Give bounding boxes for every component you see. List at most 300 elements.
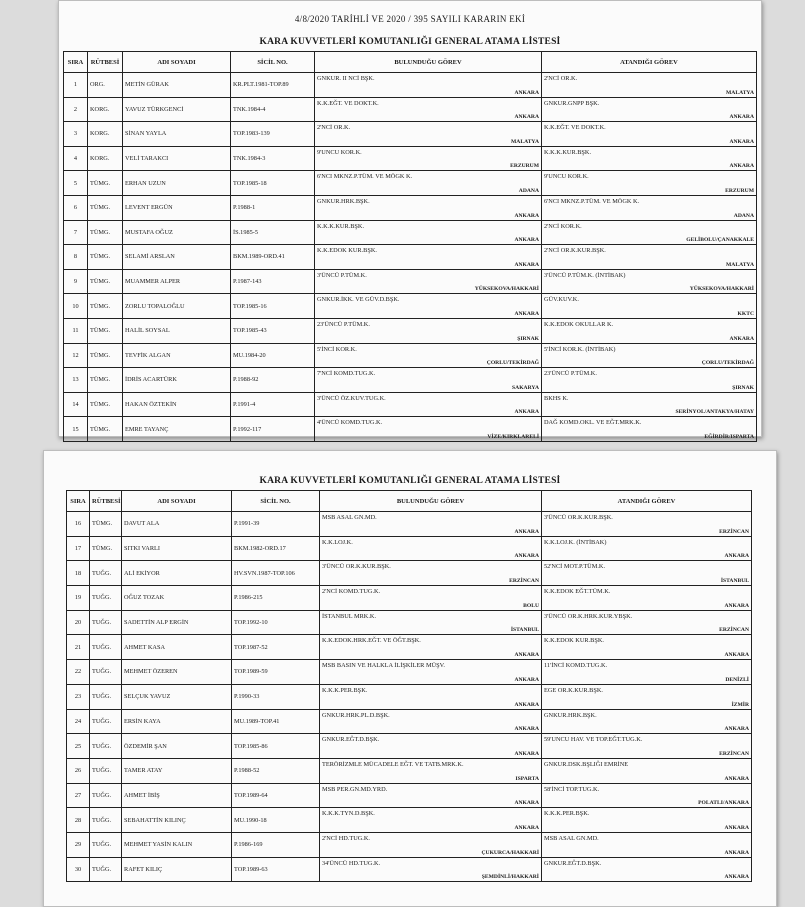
cell-sira: 24 [67, 709, 90, 734]
table-row [67, 808, 752, 833]
new-duty-location: ANKARA [729, 335, 754, 342]
cell-atandigi-gorev [542, 808, 752, 833]
current-duty: 3'ÜNCÜ P.TÜM.K. [317, 271, 367, 279]
table-row [67, 586, 752, 611]
cell-rutbe: TUĞG. [90, 758, 122, 783]
cell-rutbe: KORG. [88, 97, 123, 122]
cell-atandigi-gorev [542, 586, 752, 611]
new-duty-location: ANKARA [724, 849, 749, 856]
cell-rutbe: TÜMG. [88, 269, 123, 294]
new-duty: K.K.K.KUR.BŞK. [544, 148, 592, 156]
cell-sicil: BKM.1989-ORD.41 [231, 245, 315, 270]
new-duty-location: ANKARA [724, 775, 749, 782]
cell-bulundugu-gorev [315, 245, 542, 270]
cell-atandigi-gorev [542, 392, 757, 417]
current-duty: 7'NCİ KOMD.TUG.K. [317, 370, 376, 378]
cell-adi-soyadi: AHMET İBİŞ [122, 783, 232, 808]
assignment-table [63, 51, 757, 442]
cell-atandigi-gorev [542, 783, 752, 808]
new-duty-location: ANKARA [729, 114, 754, 121]
cell-atandigi-gorev [542, 832, 752, 857]
cell-atandigi-gorev [542, 709, 752, 734]
new-duty-location: ANKARA [724, 874, 749, 881]
col-header-sira: SIRA [64, 52, 88, 73]
current-duty: 5'İNCİ KOR.K. [317, 345, 357, 353]
list-title: KARA KUVVETLERİ KOMUTANLIĞI GENERAL ATAMA LİSTESİ [259, 37, 561, 47]
cell-adi-soyadi: ZORLU TOPALOĞLU [123, 294, 231, 319]
cell-bulundugu-gorev [315, 73, 542, 98]
list-title: KARA KUVVETLERİ KOMUTANLIĞI GENERAL ATAMA LİSTESİ [259, 476, 561, 486]
cell-rutbe: TÜMG. [88, 417, 123, 442]
table-row [64, 195, 757, 220]
cell-atandigi-gorev [542, 343, 757, 368]
cell-sicil: P.1992-117 [231, 417, 315, 442]
cell-atandigi-gorev [542, 684, 752, 709]
new-duty: GNKUR.HRK.BŞK. [544, 711, 597, 719]
current-duty: 2'NCİ KOMD.TUG.K. [322, 588, 381, 596]
table-row [64, 368, 757, 393]
current-duty-location: ANKARA [514, 409, 539, 416]
cell-bulundugu-gorev [320, 660, 542, 685]
cell-atandigi-gorev [542, 635, 752, 660]
current-duty: 2'NCİ OR.K. [317, 124, 351, 132]
cell-bulundugu-gorev [320, 610, 542, 635]
cell-sira: 18 [67, 561, 90, 586]
current-duty: 34'ÜNCÜ HD.TUG.K. [322, 859, 381, 867]
cell-adi-soyadi: SADETTİN ALP ERGİN [122, 610, 232, 635]
cell-sicil: TOP.1985-86 [232, 734, 320, 759]
table-row [67, 684, 752, 709]
new-duty: K.K.EDOK KUR.BŞK. [544, 637, 604, 645]
cell-atandigi-gorev [542, 294, 757, 319]
current-duty-location: ANKARA [514, 676, 539, 683]
new-duty: 11'İNCİ KOMD.TUG.K. [544, 662, 608, 670]
new-duty: 9'UNCU KOR.K. [544, 173, 589, 181]
cell-sira: 9 [64, 269, 88, 294]
new-duty-location: ERZİNCAN [719, 627, 749, 634]
cell-sicil: TNK.1984-4 [231, 97, 315, 122]
current-duty: GNKUR.HRK.PL.D.BŞK. [322, 711, 390, 719]
table-row [67, 536, 752, 561]
cell-rutbe: ORG. [88, 73, 123, 98]
table-row [67, 783, 752, 808]
new-duty: GNKUR.EĞT.D.BŞK. [544, 859, 602, 867]
current-duty: MSB BASIN VE HALKLA İLİŞKİLER MÜŞV. [322, 662, 445, 670]
current-duty: K.K.LOJ.K. [322, 538, 353, 546]
table-row [67, 832, 752, 857]
cell-bulundugu-gorev [315, 368, 542, 393]
new-duty-location: ADANA [733, 212, 754, 219]
cell-rutbe: TUĞG. [90, 561, 122, 586]
new-duty: MSB ASAL GN.MD. [544, 834, 599, 842]
document-page-1 [58, 0, 762, 440]
col-header-atandigi-gorev: ATANDIĞI GÖREV [542, 52, 757, 73]
cell-bulundugu-gorev [320, 857, 542, 882]
document-header: 4/8/2020 TARİHLİ VE 2020 / 395 SAYILI KARARIN EKİ [294, 14, 526, 24]
col-header-bulundugu-gorev: BULUNDUĞU GÖREV [315, 52, 542, 73]
current-duty: 6'NCI MKNZ.P.TÜM. VE MÖGK K. [317, 173, 413, 181]
new-duty-location: POLATLI/ANKARA [698, 800, 749, 807]
cell-sicil: P.1990-33 [232, 684, 320, 709]
new-duty: 3'ÜNCÜ P.TÜM.K. (İNTİBAK) [544, 271, 626, 279]
cell-sicil: P.1988-1 [231, 195, 315, 220]
cell-atandigi-gorev [542, 318, 757, 343]
cell-atandigi-gorev [542, 146, 757, 171]
new-duty-location: ERZURUM [725, 187, 754, 194]
current-duty: GNKUR.İKK. VE GÜV.D.BŞK. [317, 296, 400, 304]
current-duty: MSB PER.GN.MD.YRD. [322, 785, 388, 793]
cell-rutbe: TUĞG. [90, 709, 122, 734]
new-duty-location: GELİBOLU/ÇANAKKALE [686, 237, 754, 244]
cell-atandigi-gorev [542, 610, 752, 635]
table-row [67, 561, 752, 586]
cell-adi-soyadi: DAVUT ALA [122, 512, 232, 537]
col-header-rutbe: RÜTBESİ [88, 52, 123, 73]
current-duty-location: ANKARA [514, 726, 539, 733]
cell-bulundugu-gorev [320, 758, 542, 783]
table-row [67, 857, 752, 882]
cell-sira: 23 [67, 684, 90, 709]
current-duty-location: ANKARA [514, 701, 539, 708]
cell-sicil: MU.1984-20 [231, 343, 315, 368]
table-row [67, 635, 752, 660]
cell-sira: 20 [67, 610, 90, 635]
cell-sira: 16 [67, 512, 90, 537]
cell-bulundugu-gorev [315, 269, 542, 294]
cell-sira: 28 [67, 808, 90, 833]
current-duty-location: ADANA [518, 187, 539, 194]
new-duty: GÜV.KUV.K. [544, 296, 579, 304]
new-duty: EGE OR.K.KUR.BŞK. [544, 686, 603, 694]
cell-rutbe: TÜMG. [88, 220, 123, 245]
cell-sicil: TOP.1992-10 [232, 610, 320, 635]
new-duty: GNKUR.GNPP BŞK. [544, 99, 600, 107]
cell-adi-soyadi: OĞUZ TOZAK [122, 586, 232, 611]
new-duty: 52'NCİ MOT.P.TÜM.K. [544, 563, 606, 571]
col-header-rutbe: RÜTBESİ [90, 491, 122, 512]
cell-adi-soyadi: TEVFİK ALGAN [123, 343, 231, 368]
new-duty: 6'NCI MKNZ.P.TÜM. VE MÖGK K. [544, 197, 640, 205]
cell-sira: 30 [67, 857, 90, 882]
cell-rutbe: TUĞG. [90, 857, 122, 882]
cell-sira: 6 [64, 195, 88, 220]
current-duty: MSB ASAL GN.MD. [322, 514, 377, 521]
cell-rutbe: TÜMG. [88, 368, 123, 393]
cell-sicil: TOP.1987-52 [232, 635, 320, 660]
cell-bulundugu-gorev [315, 122, 542, 147]
new-duty-location: EĞİRDİR/ISPARTA [704, 433, 754, 440]
cell-adi-soyadi: MUSTAFA OĞUZ [123, 220, 231, 245]
cell-sicil: P.1988-52 [232, 758, 320, 783]
current-duty-location: ANKARA [514, 800, 539, 807]
new-duty-location: ŞIRNAK [732, 384, 754, 391]
cell-adi-soyadi: TAMER ATAY [122, 758, 232, 783]
cell-sira: 29 [67, 832, 90, 857]
current-duty: 23'ÜNCÜ P.TÜM.K. [317, 320, 370, 328]
cell-rutbe: KORG. [88, 122, 123, 147]
new-duty-location: İSTANBUL [720, 578, 749, 585]
cell-adi-soyadi: SEBAHATTİN KILINÇ [122, 808, 232, 833]
new-duty: 2'NCİ OR.K. [544, 75, 578, 82]
new-duty: 23'ÜNCÜ P.TÜM.K. [544, 370, 597, 378]
new-duty-location: SERİNYOL/ANTAKYA/HATAY [675, 409, 754, 416]
current-duty: GNKUR.HRK.BŞK. [317, 197, 370, 205]
cell-rutbe: TUĞG. [90, 832, 122, 857]
col-header-sicil: SİCİL NO. [231, 52, 315, 73]
new-duty-location: İZMİR [731, 701, 749, 708]
new-duty: K.K.K.PER.BŞK. [544, 810, 590, 818]
current-duty-location: YÜKSEKOVA/HAKKARİ [474, 286, 539, 293]
current-duty-location: ANKARA [514, 310, 539, 317]
cell-adi-soyadi: İDRİS ACARTÜRK [123, 368, 231, 393]
current-duty-location: ANKARA [514, 261, 539, 268]
cell-sira: 1 [64, 73, 88, 98]
col-header-adi-soyadi: ADI SOYADI [123, 52, 231, 73]
current-duty: 2'NCİ HD.TUG.K. [322, 834, 371, 842]
cell-adi-soyadi: SELÇUK YAVUZ [122, 684, 232, 709]
new-duty-location: DENİZLİ [725, 676, 749, 683]
table-row [67, 734, 752, 759]
cell-rutbe: TÜMG. [88, 195, 123, 220]
cell-atandigi-gorev [542, 417, 757, 442]
new-duty: 2'NCİ KOR.K. [544, 222, 582, 230]
cell-rutbe: TÜMG. [88, 343, 123, 368]
table-row [64, 417, 757, 442]
table-row [64, 171, 757, 196]
cell-sira: 17 [67, 536, 90, 561]
table-row [64, 73, 757, 98]
current-duty-location: MALATYA [511, 138, 539, 145]
current-duty-location: ANKARA [514, 114, 539, 121]
new-duty-location: ANKARA [729, 163, 754, 170]
new-duty: 3'ÜNCÜ OR.K.HRK.KUR.YBŞK. [544, 612, 633, 620]
cell-adi-soyadi: YAVUZ TÜRKGENCİ [123, 97, 231, 122]
cell-bulundugu-gorev [320, 561, 542, 586]
current-duty-location: ANKARA [514, 553, 539, 560]
new-duty-location: ERZİNCAN [719, 750, 749, 757]
cell-adi-soyadi: LEVENT ERGÜN [123, 195, 231, 220]
cell-sicil: BKM.1982-ORD.17 [232, 536, 320, 561]
new-duty: DAĞ KOMD.OKL. VE EĞT.MRK.K. [544, 419, 642, 427]
cell-sira: 14 [64, 392, 88, 417]
cell-adi-soyadi: EMRE TAYANÇ [123, 417, 231, 442]
current-duty: 3'ÜNCÜ ÖZ.KUV.TUG.K. [317, 394, 386, 402]
table-row [67, 758, 752, 783]
cell-sira: 25 [67, 734, 90, 759]
cell-atandigi-gorev [542, 368, 757, 393]
cell-sicil: İS.1985-5 [231, 220, 315, 245]
cell-bulundugu-gorev [320, 512, 542, 537]
cell-bulundugu-gorev [315, 146, 542, 171]
cell-rutbe: KORG. [88, 146, 123, 171]
new-duty: 2'NCİ OR.K.KUR.BŞK. [544, 247, 606, 255]
cell-bulundugu-gorev [320, 635, 542, 660]
cell-rutbe: TÜMG. [90, 536, 122, 561]
current-duty-location: İSTANBUL [510, 627, 539, 634]
cell-bulundugu-gorev [315, 294, 542, 319]
current-duty: K.K.K.KUR.BŞK. [317, 222, 365, 230]
current-duty-location: ERZİNCAN [509, 578, 539, 585]
current-duty-location: ANKARA [514, 824, 539, 831]
cell-bulundugu-gorev [315, 195, 542, 220]
cell-bulundugu-gorev [315, 220, 542, 245]
cell-sicil: P.1991-4 [231, 392, 315, 417]
cell-atandigi-gorev [542, 220, 757, 245]
cell-adi-soyadi: HALİL SOYSAL [123, 318, 231, 343]
cell-adi-soyadi: VELİ TARAKCI [123, 146, 231, 171]
cell-adi-soyadi: HAKAN ÖZTEKİN [123, 392, 231, 417]
current-duty: GNKUR. II NCİ BŞK. [317, 75, 375, 82]
cell-sira: 5 [64, 171, 88, 196]
current-duty-location: ÇORLU/TEKİRDAĞ [486, 360, 539, 367]
current-duty: 4'ÜNCÜ KOMD.TUG.K. [317, 419, 383, 427]
cell-atandigi-gorev [542, 734, 752, 759]
new-duty: GNKUR.DSK.BŞLIĞI EMRİNE [544, 760, 629, 768]
cell-rutbe: TUĞG. [90, 684, 122, 709]
col-header-bulundugu-gorev: BULUNDUĞU GÖREV [320, 491, 542, 512]
cell-rutbe: TÜMG. [88, 245, 123, 270]
current-duty-location: ANKARA [514, 528, 539, 535]
new-duty-location: YÜKSEKOVA/HAKKARİ [689, 286, 754, 293]
cell-atandigi-gorev [542, 561, 752, 586]
document-page-2 [43, 450, 777, 907]
current-duty-location: ERZURUM [510, 163, 539, 170]
table-header-row [64, 52, 757, 73]
cell-sira: 2 [64, 97, 88, 122]
current-duty-location: ANKARA [514, 750, 539, 757]
cell-adi-soyadi: AHMET KASA [122, 635, 232, 660]
current-duty: K.K.EĞT. VE DOKT.K. [317, 99, 379, 107]
current-duty: K.K.EDOK KUR.BŞK. [317, 247, 377, 255]
cell-rutbe: TUĞG. [90, 783, 122, 808]
cell-sicil: TOP.1985-43 [231, 318, 315, 343]
table-row [64, 146, 757, 171]
current-duty-location: SAKARYA [512, 384, 539, 391]
current-duty-location: ŞIRNAK [517, 335, 539, 342]
new-duty-location: KKTC [737, 310, 754, 317]
col-header-atandigi-gorev: ATANDIĞI GÖREV [542, 491, 752, 512]
current-duty-location: VİZE/KIRKLARELİ [487, 433, 539, 440]
cell-atandigi-gorev [542, 171, 757, 196]
cell-bulundugu-gorev [315, 417, 542, 442]
new-duty: K.K.LOJ.K. (İNTİBAK) [544, 538, 607, 546]
new-duty: 3'ÜNCÜ OR.K.KUR.BŞK. [544, 514, 613, 521]
table-row [67, 512, 752, 537]
cell-sicil: TOP.1985-16 [231, 294, 315, 319]
cell-atandigi-gorev [542, 73, 757, 98]
cell-sicil: TNK.1984-3 [231, 146, 315, 171]
cell-adi-soyadi: ALİ EKİYOR [122, 561, 232, 586]
cell-sicil: TOP.1989-64 [232, 783, 320, 808]
current-duty-location: ANKARA [514, 652, 539, 659]
table-row [64, 318, 757, 343]
cell-adi-soyadi: ÖZDEMİR ŞAN [122, 734, 232, 759]
cell-adi-soyadi: MEHMET ÖZEREN [122, 660, 232, 685]
cell-sicil: P.1988-92 [231, 368, 315, 393]
table-row [64, 392, 757, 417]
cell-bulundugu-gorev [320, 832, 542, 857]
cell-sira: 15 [64, 417, 88, 442]
cell-adi-soyadi: ERHAN UZUN [123, 171, 231, 196]
cell-sira: 19 [67, 586, 90, 611]
cell-sicil: HV.SVN.1987-TOP.106 [232, 561, 320, 586]
cell-sira: 4 [64, 146, 88, 171]
new-duty: 58'İNCİ TOP.TUG.K. [544, 785, 600, 793]
cell-sicil: KR.PLT.1981-TOP.89 [231, 73, 315, 98]
cell-sira: 26 [67, 758, 90, 783]
table-row [64, 122, 757, 147]
cell-rutbe: TUĞG. [90, 635, 122, 660]
current-duty-location: ÇUKURCA/HAKKARİ [481, 849, 539, 856]
cell-sicil: TOP.1985-18 [231, 171, 315, 196]
cell-atandigi-gorev [542, 512, 752, 537]
cell-adi-soyadi: SELAMİ ARSLAN [123, 245, 231, 270]
cell-sira: 27 [67, 783, 90, 808]
cell-bulundugu-gorev [320, 734, 542, 759]
cell-bulundugu-gorev [320, 709, 542, 734]
cell-sira: 22 [67, 660, 90, 685]
cell-bulundugu-gorev [315, 97, 542, 122]
cell-adi-soyadi: MEHMET YASİN KALIN [122, 832, 232, 857]
cell-rutbe: TÜMG. [90, 512, 122, 537]
cell-adi-soyadi: RAFET KILIÇ [122, 857, 232, 882]
cell-sira: 8 [64, 245, 88, 270]
cell-atandigi-gorev [542, 758, 752, 783]
cell-atandigi-gorev [542, 857, 752, 882]
cell-bulundugu-gorev [315, 343, 542, 368]
cell-sicil: P.1991-39 [232, 512, 320, 537]
current-duty: 3'ÜNCÜ OR.K.KUR.BŞK. [322, 563, 391, 571]
cell-sira: 10 [64, 294, 88, 319]
new-duty-location: ÇORLU/TEKİRDAĞ [701, 360, 754, 367]
table-row [67, 660, 752, 685]
table-header-row [67, 491, 752, 512]
table-row [67, 709, 752, 734]
current-duty-location: ANKARA [514, 89, 539, 96]
current-duty: 9'UNCU KOR.K. [317, 148, 362, 156]
new-duty-location: ANKARA [724, 824, 749, 831]
current-duty-location: ISPARTA [515, 775, 539, 782]
cell-adi-soyadi: MUAMMER ALPER [123, 269, 231, 294]
cell-sira: 7 [64, 220, 88, 245]
table-row [64, 269, 757, 294]
cell-sira: 3 [64, 122, 88, 147]
cell-sicil: TOP.1989-59 [232, 660, 320, 685]
new-duty: 5'İNCİ KOR.K. (İNTİBAK) [544, 345, 616, 353]
cell-rutbe: TUĞG. [90, 734, 122, 759]
cell-bulundugu-gorev [315, 171, 542, 196]
new-duty: K.K.EDOK EĞT.TÜM.K. [544, 588, 611, 596]
table-row [64, 245, 757, 270]
cell-atandigi-gorev [542, 660, 752, 685]
cell-atandigi-gorev [542, 536, 752, 561]
current-duty-location: BOLU [523, 602, 539, 609]
cell-bulundugu-gorev [320, 586, 542, 611]
cell-rutbe: TUĞG. [90, 586, 122, 611]
cell-rutbe: TÜMG. [88, 318, 123, 343]
new-duty-location: MALATYA [726, 261, 754, 268]
new-duty: 59'UNCU HAV. VE TOP.EĞT.TUG.K. [544, 736, 643, 744]
new-duty-location: ANKARA [724, 652, 749, 659]
cell-bulundugu-gorev [315, 318, 542, 343]
new-duty-location: ANKARA [724, 553, 749, 560]
new-duty-location: MALATYA [726, 89, 754, 96]
cell-sira: 12 [64, 343, 88, 368]
new-duty-location: ANKARA [724, 726, 749, 733]
current-duty: K.K.K.PER.BŞK. [322, 686, 368, 694]
table-row [64, 97, 757, 122]
current-duty-location: ANKARA [514, 212, 539, 219]
